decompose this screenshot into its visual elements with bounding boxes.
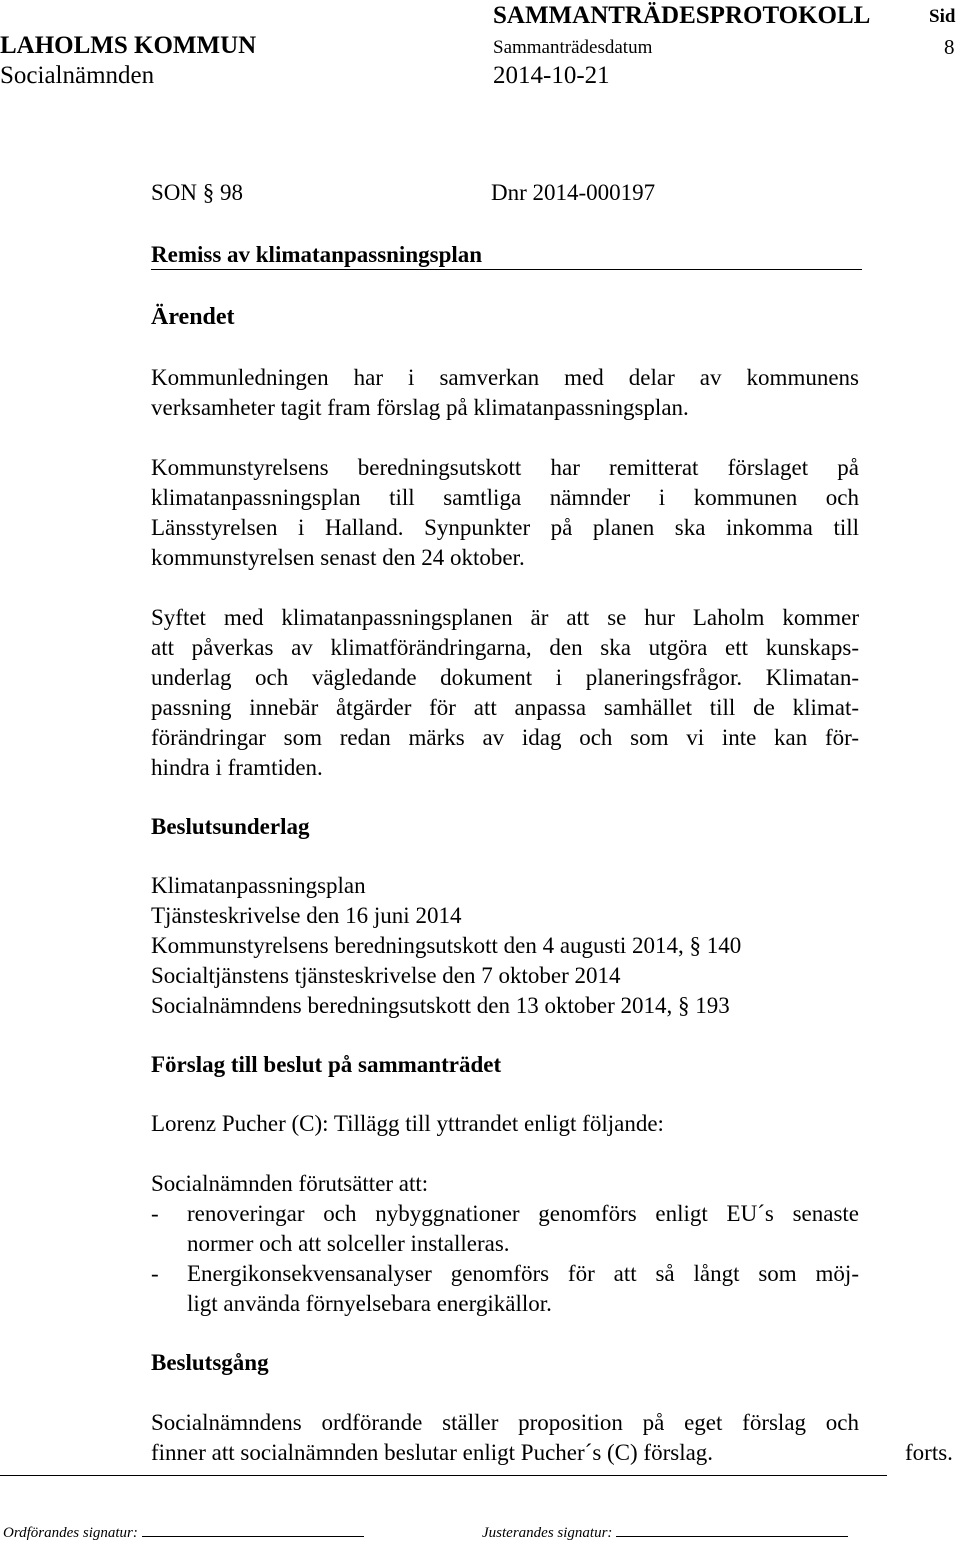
chair-signature-line	[142, 1522, 364, 1537]
meeting-date: 2014-10-21	[493, 62, 610, 89]
case-title: Remiss av klimatanpassningsplan	[151, 242, 483, 267]
arendet-paragraph-3: Syftet med klimatanpassningsplanen är att se hur Laholm kommer att påverkas av klimatförändringarna, den ska utgöra ett kunskaps- underlag och vägledande dokument i planeringsfrågor. Klimatan- passning innebär åtgärder för att anpassa samhället till de klimat- förändringar som redan märks av idag och som vi inte kan för- hindra i framtiden.	[151, 605, 859, 780]
forslag-intro: Socialnämnden förutsätter att:	[151, 1171, 429, 1196]
continued-marker: forts.	[905, 1440, 953, 1465]
forslag-list-item-1: - renoveringar och nybyggnationer genomförs enligt EU´s senaste normer och att solceller installeras.	[151, 1201, 859, 1256]
list-item: Socialtjänstens tjänsteskrivelse den 7 oktober 2014	[151, 963, 621, 988]
beslutsgang-paragraph: Socialnämndens ordförande ställer proposition på eget förslag och finner att socialnämnden beslutar enligt Pucher´s (C) förslag.	[151, 1410, 859, 1465]
sid-label: Sid	[929, 6, 956, 27]
chair-signature-label: Ordförandes signatur:	[3, 1525, 138, 1541]
organization-name: LAHOLMS KOMMUN	[0, 32, 257, 59]
page-end-rule	[0, 1475, 887, 1476]
list-item: Socialnämndens beredningsutskott den 13 oktober 2014, § 193	[151, 993, 730, 1018]
section-heading-forslag: Förslag till beslut på sammanträdet	[151, 1052, 502, 1077]
list-item: Klimatanpassningsplan	[151, 873, 366, 898]
adjuster-signature-line	[616, 1522, 848, 1537]
section-heading-beslutsunderlag: Beslutsunderlag	[151, 814, 310, 839]
page-number: 8	[944, 35, 955, 59]
list-item: Kommunstyrelsens beredningsutskott den 4 augusti 2014, § 140	[151, 933, 742, 958]
beslutsunderlag-list	[151, 871, 859, 1021]
paragraph-number: SON § 98	[151, 180, 244, 205]
date-label: Sammanträdesdatum	[493, 37, 653, 58]
section-heading-arendet: Ärendet	[151, 304, 235, 330]
list-item: Tjänsteskrivelse den 16 juni 2014	[151, 903, 462, 928]
arendet-paragraph-2: Kommunstyrelsens beredningsutskott har remitterat förslaget på klimatanpassningsplan till samtliga nämnder i kommunen och Länsstyrelsen i Halland. Synpunkter på planen ska inkomma till kommunstyrelsen senast den 24 oktober.	[151, 455, 859, 570]
committee-name: Socialnämnden	[0, 62, 155, 89]
document-type: SAMMANTRÄDESPROTOKOLL	[493, 2, 871, 29]
arendet-paragraph-1: Kommunledningen har i samverkan med delar av kommunens verksamheter tagit fram förslag på klimatanpassningsplan.	[151, 365, 859, 420]
forslag-paragraph: Lorenz Pucher (C): Tillägg till yttrandet enligt följande:	[151, 1111, 664, 1136]
case-number: Dnr 2014-000197	[491, 180, 656, 205]
adjuster-signature-label: Justerandes signatur:	[482, 1525, 613, 1541]
chair-signature	[3, 1522, 364, 1542]
section-heading-beslutsgang: Beslutsgång	[151, 1350, 269, 1375]
forslag-list-item-2: - Energikonsekvensanalyser genomförs för att så långt som möj- ligt använda förnyelsebara energikällor.	[151, 1261, 859, 1316]
title-underline	[151, 269, 862, 270]
adjuster-signature	[482, 1522, 848, 1542]
